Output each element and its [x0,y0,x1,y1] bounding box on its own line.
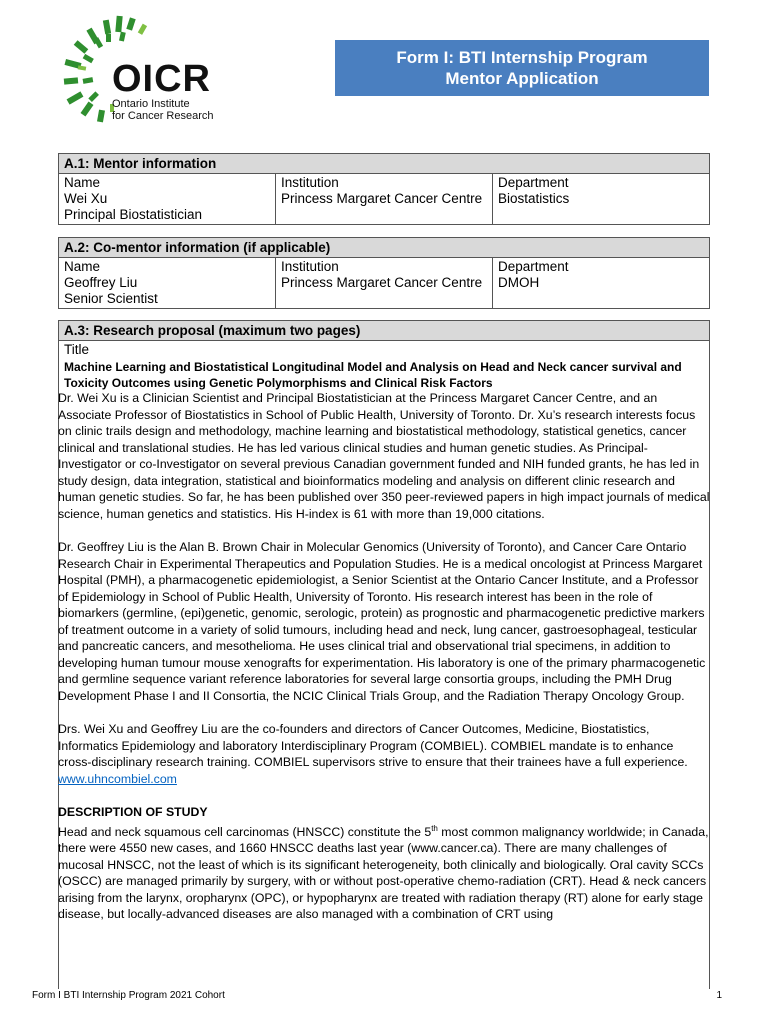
co-mentor-name: Geoffrey Liu [64,275,138,290]
institution-cell [276,258,493,308]
proposal-body [58,390,710,940]
institution-label: Institution [281,175,339,190]
proposal-title: Machine Learning and Biostatistical Longitudinal Model and Analysis on Head and Neck cancer survival and Toxicity Outcomes using Genetic Polymorphisms and Clinical Risk Factors [64,360,682,390]
name-cell [59,258,276,308]
department-cell [493,258,709,308]
co-mentor-info-section [58,237,710,309]
mentor-info-section [58,153,710,225]
name-label: Name [64,175,101,190]
form-title-banner [335,40,709,96]
co-mentor-bio-paragraph: Dr. Geoffrey Liu is the Alan B. Brown Chair in Molecular Genomics (University of Toronto), and Cancer Care Ontario Research Chair in Experimental Therapeutics and Population Studies. He is a medical oncologist at Princess Margaret Hospital (PMH), a pharmacogenetic epidemiologist, a Senior Scientist at the Ontario Cancer Institute, and a Professor of Epidemiology in School of Public Health, University of Toronto. His research interest has been in the role of biomarkers (germline, (epi)genetic, genomic, serologic, protein) as prognostic and pharmacogenetic predictive markers of treatment outcome in a variety of solid tumours, including head and neck, lung cancer, gastroesophageal, testicular and pancreatic cancers, and mesothelioma. He uses clinical trial and observational trial specimens, in addition to developing human tumour mouse xenografts for experimentation. His laboratory is one of the primary pharmacogenetic and germline sequence variant reference laboratories for several large consortia groups, including the PMH Drug Development Phase I and II Consortia, the NCIC Clinical Trials Group, and the Radiation Therapy Oncology Group. [58,540,706,703]
section-heading: A.3: Research proposal (maximum two pages) [59,321,709,341]
mentor-name: Wei Xu [64,191,108,206]
page-number: 1 [716,990,722,1001]
department-label: Department [498,175,569,190]
mentor-title: Principal Biostatistician [64,207,203,222]
department-label: Department [498,259,569,274]
mentor-department: Biostatistics [498,191,570,206]
mentor-bio-paragraph: Dr. Wei Xu is a Clinician Scientist and Principal Biostatistician at the Princess Margaret Cancer Centre, and an Associate Professor of Biostatistics in School of Public Health, University of Toronto. Dr. Xu’s research interests focus on clinic trails design and methodology, machine learning and biostatistical methodology, statistical genetics, cancer clinical and translational studies. He has led various clinical studies and human genetic studies. As Principal-Investigator or co-Investigator on several previous Canadian government funded and NIH funded grants, he has led in study design, data integration, statistical and bioinformatics modeling and analysis on different clinic research and human genetic studies. So far, he has been published over 350 peer-reviewed papers in high impact journals of medical science, human genetics and statistics. His H-index is 61 with more than 19,000 citations. [58,391,710,521]
title-label: Title [64,342,90,357]
co-mentor-title: Senior Scientist [64,291,158,306]
study-description-heading: DESCRIPTION OF STUDY [58,805,208,819]
name-label: Name [64,259,101,274]
logo-wordmark: OICR [112,58,211,100]
section-heading: A.2: Co-mentor information (if applicable) [59,238,709,258]
footer-text: Form I BTI Internship Program 2021 Cohort [32,990,225,1001]
name-cell [59,174,276,224]
combiel-link[interactable]: www.uhncombiel.com [58,771,177,786]
co-mentor-department: DMOH [498,275,540,290]
study-description-paragraph: Head and neck squamous cell carcinomas (HNSCC) constitute the 5th most common malignancy worldwide; in Canada, there were 4550 new cases, and 1660 HNSCC deaths last year (www.cancer.ca). There are many challenges of mucosal HNSCC, not the least of which is its significant heterogeneity, both clinically and biologically. Oral cavity SCCs (OSCC) are managed primarily by surgery, with or without post-operative chemo-radiation (CRT). Head & neck cancers arising from the larynx, oropharynx (OPC), or hypopharynx are treated with radiation therapy (RT) alone for early stage disease, but locally-advanced diseases are also managed with a combination of CRT using [58,823,709,922]
form-subtitle: Mentor Application [445,69,599,88]
institution-cell [276,174,493,224]
department-cell [493,174,709,224]
co-mentor-institution: Princess Margaret Cancer Centre [281,275,483,290]
institution-label: Institution [281,259,339,274]
logo-line2: for Cancer Research [112,110,214,122]
section-heading: A.1: Mentor information [59,154,709,174]
page-footer [32,990,722,1001]
mentor-institution: Princess Margaret Cancer Centre [281,191,483,206]
combiel-paragraph: Drs. Wei Xu and Geoffrey Liu are the co-founders and directors of Cancer Outcomes, Medicine, Biostatistics, Informatics Epidemiology and laboratory Interdisciplinary Program (COMBIEL). COMBIEL mandate is to enhance cross-disciplinary research training. COMBIEL supervisors strive to ensure that their trainees have a full experience. [58,722,688,769]
form-title: Form I: BTI Internship Program [396,48,648,67]
logo-line1: Ontario Institute [112,98,190,110]
